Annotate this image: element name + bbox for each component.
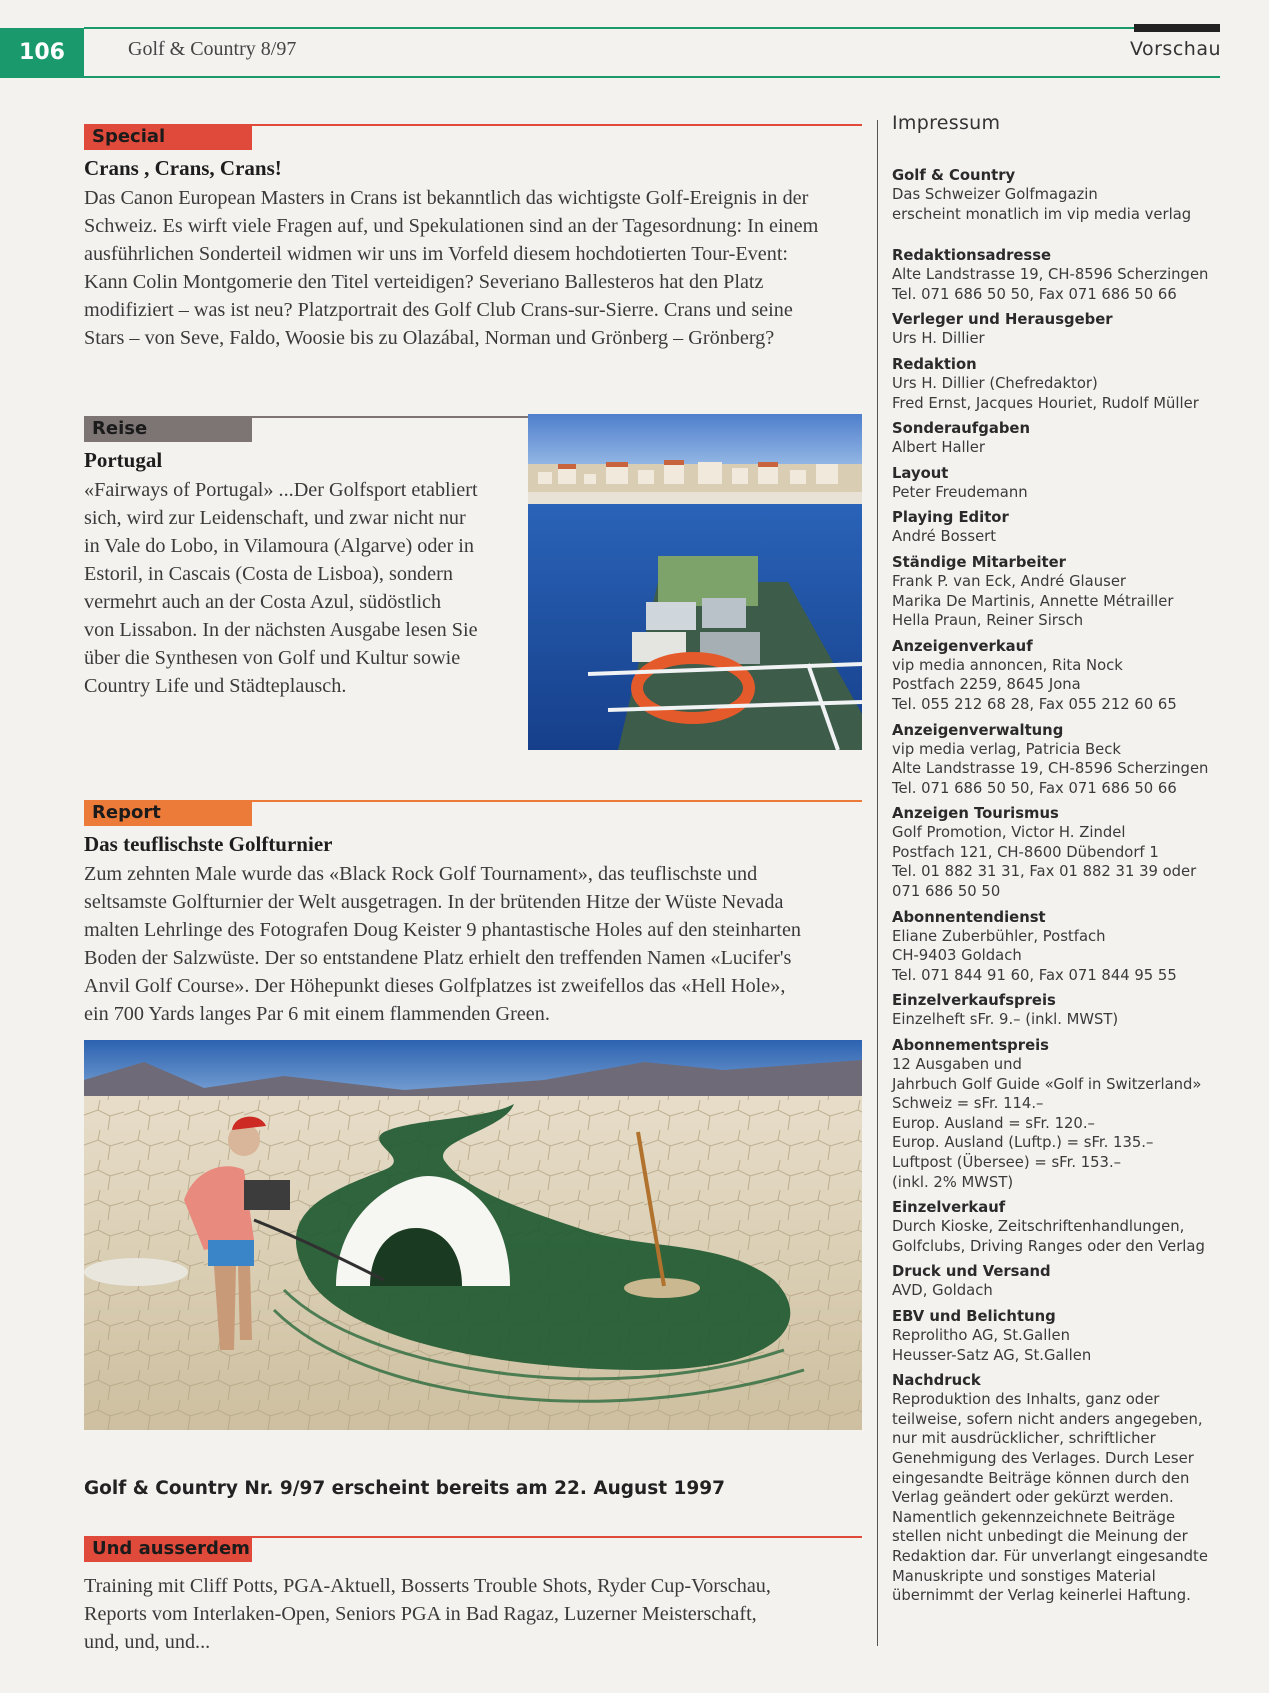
impressum-label: Golf & Country: [892, 167, 1016, 184]
impressum-entry: [892, 464, 1232, 503]
text-line: Stars – von Seve, Faldo, Woosie bis zu Olazábal, Norman und Grönberg – Grönberg?: [84, 327, 775, 349]
impressum-line: Jahrbuch Golf Guide «Golf in Switzerland»: [892, 1075, 1202, 1093]
impressum-line: Schweiz = sFr. 114.–: [892, 1095, 1044, 1113]
impressum-entry: [892, 637, 1232, 715]
section-tag-ausserdem: Und ausserdem: [84, 1536, 252, 1562]
impressum-line: 071 686 50 50: [892, 883, 1001, 901]
section-tag-report: Report: [84, 800, 252, 826]
impressum-entry: [892, 355, 1232, 413]
impressum-line: Frank P. van Eck, André Glauser: [892, 572, 1127, 590]
page-number: 106: [0, 28, 84, 78]
impressum-line: Golf Promotion, Victor H. Zindel: [892, 824, 1126, 842]
impressum-line: eingesandte Beiträge können durch den: [892, 1469, 1190, 1487]
text-line: und, und, und...: [84, 1631, 211, 1653]
header-black-bar: [1134, 24, 1220, 32]
text-line: ausführlichen Sonderteil widmen wir uns im Vorfeld diesem hochdotierten Tour-Event:: [84, 243, 789, 265]
impressum-line: erscheint monatlich im vip media verlag: [892, 205, 1192, 223]
impressum-entry: [892, 310, 1232, 349]
impressum-label: Abonnentendienst: [892, 908, 1046, 926]
impressum-line: stellen nicht unbedingt die Meinung der: [892, 1528, 1188, 1546]
article-ausserdem: [84, 1536, 862, 1666]
impressum-line: Alte Landstrasse 19, CH-8596 Scherzingen: [892, 266, 1209, 284]
impressum-line: übernimmt der Verlag keinerlei Haftung.: [892, 1587, 1191, 1605]
impressum-label: Ständige Mitarbeiter: [892, 553, 1066, 571]
impressum-entry: [892, 908, 1232, 986]
impressum-groups: [892, 166, 1232, 1606]
impressum-entry: [892, 721, 1232, 799]
impressum-line: Genehmigung des Verlages. Durch Leser: [892, 1449, 1194, 1467]
impressum-line: vip media annoncen, Rita Nock: [892, 656, 1123, 674]
text-line: Boden der Salzwüste. Der so entstandene Platz erhielt den treffenden Namen «Lucifer's: [84, 947, 792, 969]
impressum-label: Sonderaufgaben: [892, 420, 1030, 438]
impressum-line: nur mit ausdrücklicher, schriftlicher: [892, 1430, 1156, 1448]
impressum-line: vip media verlag, Patricia Beck: [892, 740, 1121, 758]
section-tag-reise: Reise: [84, 416, 252, 442]
text-line: «Fairways of Portugal» ...Der Golfsport etabliert: [84, 479, 478, 501]
impressum-line: (inkl. 2% MWST): [892, 1173, 1014, 1191]
impressum-label: Einzelverkauf: [892, 1199, 1006, 1217]
impressum-line: Europ. Ausland = sFr. 120.–: [892, 1114, 1095, 1132]
text-line: Schweiz. Es wirft viele Fragen auf, und Spekulationen sind an der Tagesordnung: In einem: [84, 215, 819, 237]
text-line: Training mit Cliff Potts, PGA-Aktuell, Bosserts Trouble Shots, Ryder Cup-Vorschau,: [84, 1575, 771, 1597]
impressum-label: EBV und Belichtung: [892, 1307, 1056, 1325]
body-special: [84, 184, 818, 352]
text-line: Das Canon European Masters in Crans ist bekanntlich das wichtigste Golf-Ereignis in der: [84, 187, 809, 209]
impressum-entry: [892, 246, 1232, 304]
section-rule: [252, 1536, 862, 1538]
text-line: Estoril, in Cascais (Costa de Lisboa), sondern: [84, 563, 453, 585]
header-rule-top: [84, 27, 1220, 29]
text-line: Kann Colin Montgomerie den Titel verteidigen? Severiano Ballesteros hat den Platz: [84, 271, 764, 293]
impressum-entry: [892, 553, 1232, 631]
impressum-entry: [892, 166, 1232, 224]
impressum-label: Anzeigenverwaltung: [892, 721, 1064, 739]
impressum-line: Eliane Zuberbühler, Postfach: [892, 927, 1106, 945]
text-line: über die Synthesen von Golf und Kultur sowie: [84, 647, 461, 669]
impressum-entry: [892, 1371, 1232, 1606]
impressum-line: André Bossert: [892, 528, 997, 546]
impressum-line: Das Schweizer Golfmagazin: [892, 186, 1098, 203]
impressum-label: Layout: [892, 464, 949, 482]
impressum-label: Einzelverkaufspreis: [892, 992, 1056, 1010]
impressum-label: Verleger und Herausgeber: [892, 311, 1113, 329]
impressum-entry: [892, 1307, 1232, 1365]
impressum-line: Durch Kioske, Zeitschriftenhandlungen,: [892, 1218, 1185, 1236]
column-divider: [877, 120, 878, 1646]
impressum-label: Druck und Versand: [892, 1263, 1051, 1281]
impressum-label: Playing Editor: [892, 509, 1009, 527]
impressum-line: Tel. 055 212 68 28, Fax 055 212 60 65: [892, 695, 1177, 713]
impressum-line: Alte Landstrasse 19, CH-8596 Scherzingen: [892, 760, 1209, 778]
impressum-entry: [892, 991, 1232, 1030]
impressum-line: Albert Haller: [892, 439, 985, 457]
text-line: modifiziert – was ist neu? Platzportrait des Golf Club Crans-sur-Sierre. Crans und seine: [84, 299, 793, 321]
impressum-line: Heusser-Satz AG, St.Gallen: [892, 1346, 1092, 1364]
impressum-line: Tel. 071 686 50 50, Fax 071 686 50 66: [892, 779, 1177, 797]
impressum-entry: [892, 804, 1232, 901]
text-line: von Lissabon. In der nächsten Ausgabe lesen Sie: [84, 619, 478, 641]
body-reise: [84, 476, 478, 700]
impressum-column: [892, 112, 1232, 1612]
impressum-label: Abonnementspreis: [892, 1037, 1049, 1055]
section-rule: [252, 800, 862, 802]
impressum-label: Anzeigen Tourismus: [892, 805, 1059, 823]
impressum-line: Postfach 2259, 8645 Jona: [892, 676, 1081, 694]
impressum-line: Tel. 071 686 50 50, Fax 071 686 50 66: [892, 285, 1177, 303]
impressum-line: Urs H. Dillier: [892, 330, 985, 348]
text-line: in Vale do Lobo, in Vilamoura (Algarve) oder in: [84, 535, 474, 557]
article-report: [84, 800, 862, 1030]
text-line: Zum zehnten Male wurde das «Black Rock Golf Tournament», das teuflischste und: [84, 863, 758, 885]
photo-portugal-harbor: [528, 414, 862, 750]
impressum-line: Manuskripte und sonstiges Material: [892, 1567, 1156, 1585]
impressum-line: Fred Ernst, Jacques Houriet, Rudolf Müller: [892, 394, 1199, 412]
impressum-entry: [892, 1262, 1232, 1301]
impressum-line: Golfclubs, Driving Ranges oder den Verlag: [892, 1237, 1205, 1255]
text-line: Anvil Golf Course». Der Höhepunkt dieses Golfplatzes ist zweifellos das «Hell Hole»,: [84, 975, 786, 997]
page-header: [0, 0, 1269, 80]
impressum-label: Redaktion: [892, 355, 977, 373]
impressum-line: Luftpost (Übersee) = sFr. 153.–: [892, 1154, 1122, 1171]
impressum-title: Impressum: [892, 112, 1001, 134]
text-line: vermehrt auch an der Costa Azul, südöstlich: [84, 591, 442, 613]
impressum-line: 12 Ausgaben und: [892, 1056, 1022, 1074]
magazine-issue: Golf & Country 8/97: [128, 38, 297, 60]
impressum-line: Peter Freudemann: [892, 483, 1028, 501]
impressum-label: Redaktionsadresse: [892, 247, 1052, 265]
text-line: malten Lehrlinge des Fotografen Doug Keister 9 phantastische Holes auf den steinharten: [84, 919, 802, 941]
next-issue-announcement: Golf & Country Nr. 9/97 erscheint bereits am 22. August 1997: [84, 1478, 726, 1499]
impressum-label: Anzeigenverkauf: [892, 637, 1033, 655]
impressum-line: Hella Praun, Reiner Sirsch: [892, 612, 1084, 630]
section-title: Vorschau: [1129, 38, 1221, 60]
impressum-label: Nachdruck: [892, 1372, 981, 1390]
impressum-line: Urs H. Dillier (Chefredaktor): [892, 374, 1098, 392]
article-special: [84, 124, 862, 354]
impressum-entry: [892, 419, 1232, 458]
impressum-line: Namentlich gekennzeichnete Beiträge: [892, 1508, 1176, 1526]
impressum-line: AVD, Goldach: [892, 1282, 993, 1300]
impressum-line: Marika De Martinis, Annette Métrailler: [892, 592, 1174, 610]
impressum-line: Europ. Ausland (Luftp.) = sFr. 135.–: [892, 1134, 1154, 1152]
body-report: [84, 860, 801, 1028]
body-ausserdem: [84, 1572, 771, 1656]
headline-special: Crans , Crans, Crans!: [84, 156, 282, 180]
headline-report: Das teuflischste Golfturnier: [84, 832, 333, 856]
impressum-line: CH-9403 Goldach: [892, 947, 1022, 965]
impressum-entry: [892, 1198, 1232, 1256]
impressum-line: Reprolitho AG, St.Gallen: [892, 1326, 1070, 1344]
impressum-line: Reproduktion des Inhalts, ganz oder: [892, 1391, 1160, 1409]
impressum-line: Tel. 01 882 31 31, Fax 01 882 31 39 oder: [892, 863, 1197, 881]
section-tag-special: Special: [84, 124, 252, 150]
text-line: seltsamste Golfturnier der Welt ausgetragen. In der brütenden Hitze der Wüste Nevada: [84, 891, 784, 913]
impressum-line: Verlag geändert oder gekürzt werden.: [892, 1489, 1174, 1507]
text-line: Reports vom Interlaken-Open, Seniors PGA in Bad Ragaz, Luzerner Meisterschaft,: [84, 1603, 757, 1625]
photo-desert-golf-hole: [84, 1040, 862, 1430]
impressum-line: teilweise, sofern nicht anders angegeben,: [892, 1410, 1203, 1428]
impressum-line: Postfach 121, CH-8600 Dübendorf 1: [892, 843, 1159, 861]
text-line: sich, wird zur Leidenschaft, und zwar nicht nur: [84, 507, 466, 529]
section-rule: [252, 124, 862, 126]
text-line: ein 700 Yards langes Par 6 mit einem flammenden Green.: [84, 1003, 550, 1025]
text-line: Country Life und Städteplausch.: [84, 675, 347, 697]
header-rule-bottom: [84, 76, 1220, 78]
impressum-entry: [892, 1036, 1232, 1192]
impressum-line: Tel. 071 844 91 60, Fax 071 844 95 55: [892, 966, 1177, 984]
impressum-line: Einzelheft sFr. 9.– (inkl. MWST): [892, 1011, 1119, 1029]
headline-reise: Portugal: [84, 448, 163, 472]
impressum-line: Redaktion dar. Für unverlangt eingesandte: [892, 1547, 1208, 1565]
impressum-entry: [892, 508, 1232, 547]
